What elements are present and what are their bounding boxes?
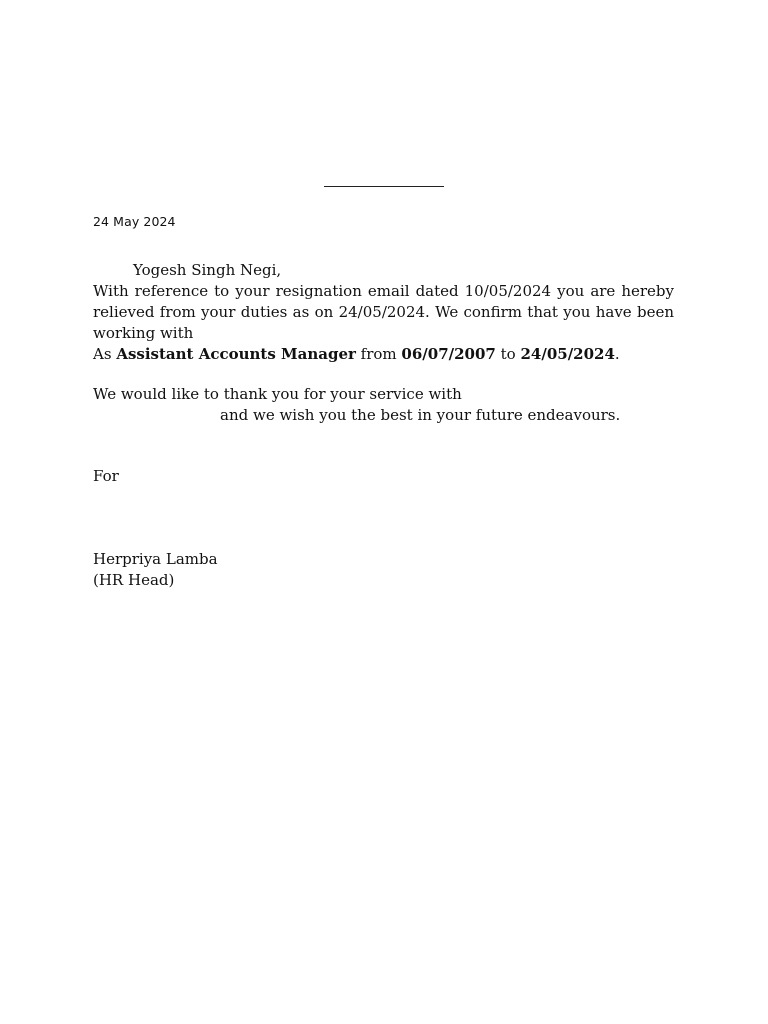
signatory-name: Herpriya Lamba bbox=[93, 550, 218, 568]
signatory-title: (HR Head) bbox=[93, 571, 175, 589]
title-underline bbox=[324, 186, 444, 187]
thanks-line-2: and we wish you the best in your future endeavours. bbox=[220, 406, 621, 424]
start-date: 06/07/2007 bbox=[401, 345, 496, 363]
end-date: 24/05/2024 bbox=[520, 345, 615, 363]
position-suffix: . bbox=[614, 345, 620, 363]
letter-body bbox=[93, 260, 674, 591]
designation: Assistant Accounts Manager bbox=[116, 345, 356, 363]
salutation: Yogesh Singh Negi, bbox=[133, 261, 282, 279]
relieving-paragraph: With reference to your resignation email dated 10/05/2024 you are hereby relieved from your duties as on 24/05/2024. We confirm that you have been working with bbox=[93, 282, 674, 342]
thanks-line-1: We would like to thank you for your service with bbox=[93, 385, 462, 403]
paragraph-spacer bbox=[93, 365, 674, 384]
letter-date: 24 May 2024 bbox=[93, 214, 176, 229]
from-word: from bbox=[355, 345, 402, 363]
position-line bbox=[93, 344, 674, 365]
to-word: to bbox=[495, 345, 521, 363]
position-prefix: As bbox=[93, 345, 117, 363]
closing-for: For bbox=[93, 467, 119, 485]
